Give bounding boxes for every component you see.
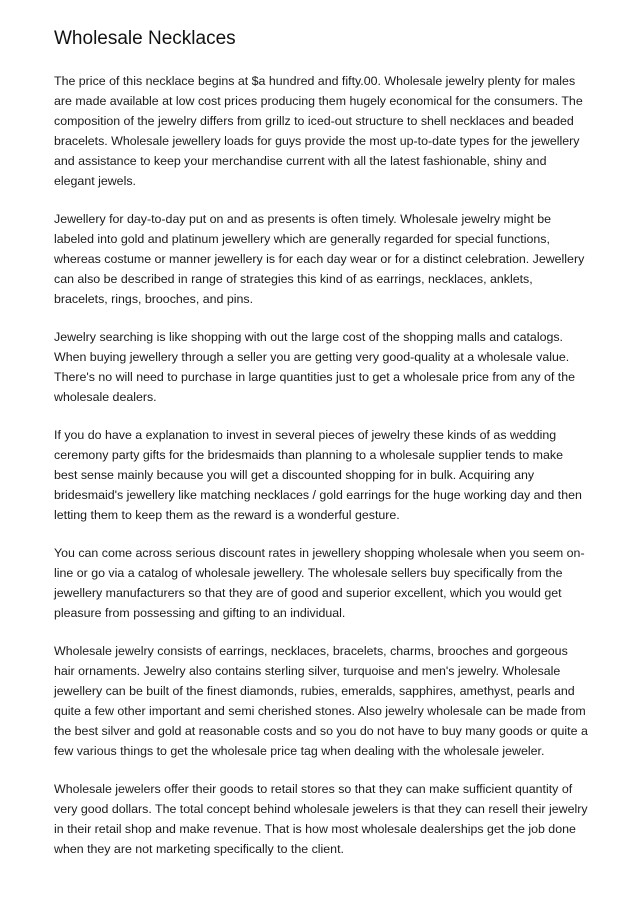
page-title: Wholesale Necklaces <box>54 28 236 49</box>
paragraph: The price of this necklace begins at $a hundred and fifty.00. Wholesale jewelry plenty for males are made available at low cost prices producing them hugely economical for the consumers. The composition of the jewelry differs from grillz to iced-out structure to shell necklaces and beaded bracelets. Wholesale jewellery loads for guys provide the most up-to-date types for the jewellery and assistance to keep your merchandise current with all the latest fashionable, shiny and elegant jewels. <box>54 74 583 188</box>
paragraph: Jewellery for day-to-day put on and as presents is often timely. Wholesale jewelry might be labeled into gold and platinum jewellery which are generally regarded for special functions, whereas costume or manner jewellery is for each day wear or for a distinct celebration. Jewellery can also be described in range of strategies this kind of as earrings, necklaces, anklets, bracelets, rings, brooches, and pins. <box>54 212 585 306</box>
paragraph: Wholesale jewelry consists of earrings, necklaces, bracelets, charms, brooches and gorgeous hair ornaments. Jewelry also contains sterling silver, turquoise and men's jewelry. Wholesale jewellery can be built of the finest diamonds, rubies, emeralds, sapphires, amethyst, pearls and quite a few other important and semi cherished stones. Also jewelry wholesale can be made from the best silver and gold at reasonable costs and so you do not have to buy many goods or quite a few various things to get the wholesale price tag when dealing with the wholesale jeweler. <box>54 644 588 758</box>
paragraph: You can come across serious discount rates in jewellery shopping wholesale when you seem on-line or go via a catalog of wholesale jewellery. The wholesale sellers buy specifically from the jewellery manufacturers so that they are of good and superior excellent, which you would get pleasure from possessing and gifting to an individual. <box>54 546 585 620</box>
paragraph: If you do have a explanation to invest in several pieces of jewelry these kinds of as wedding ceremony party gifts for the bridesmaids than planning to a wholesale supplier tends to make best sense mainly because you will get a discounted shopping for in bulk. Acquiring any bridesmaid's jewellery like matching necklaces / gold earrings for the huge working day and then letting them to keep them as the reward is a wonderful gesture. <box>54 428 582 522</box>
paragraph: Jewelry searching is like shopping with out the large cost of the shopping malls and catalogs. When buying jewellery through a seller you are getting very good-quality at a wholesale value. There's no will need to purchase in large quantities just to get a wholesale price from any of the wholesale dealers. <box>54 330 575 404</box>
paragraph: Wholesale jewelers offer their goods to retail stores so that they can make sufficient quantity of very good dollars. The total concept behind wholesale jewelers is that they can resell their jewelry in their retail shop and make revenue. That is how most wholesale dealerships get the job done when they are not marketing specifically to the client. <box>54 782 588 856</box>
document-page <box>54 26 588 877</box>
